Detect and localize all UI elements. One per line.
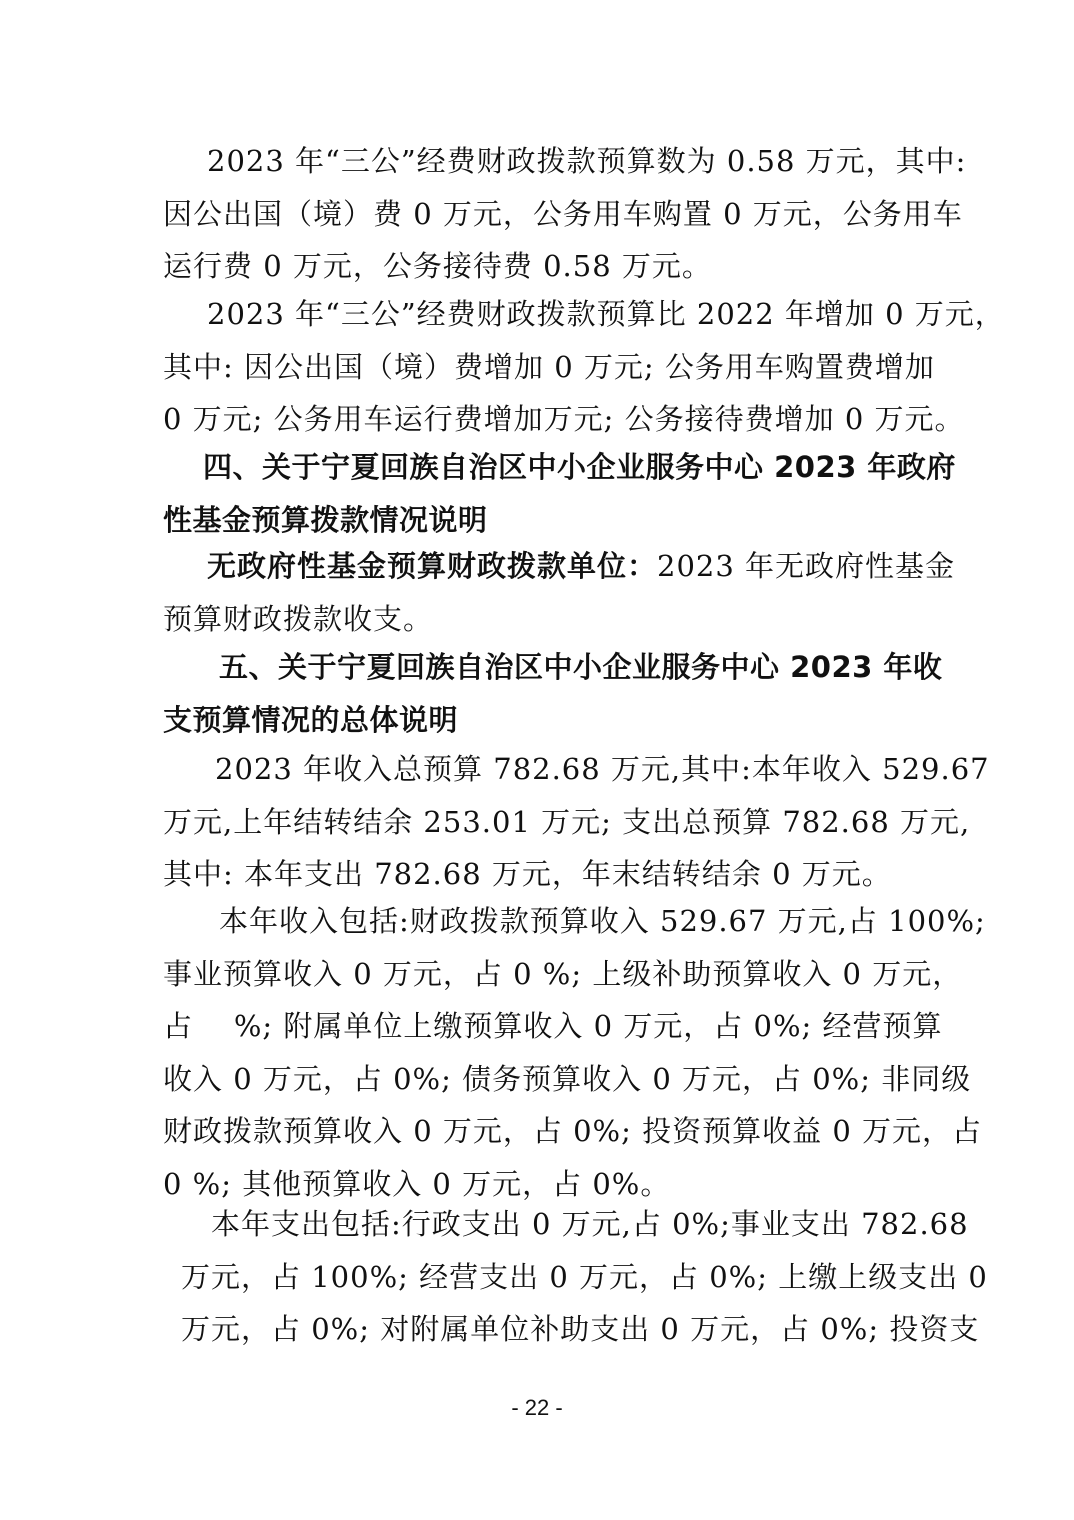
text-line: 万元，占 100%; 经营支出 0 万元，占 0%; 上缴上级支出 0 — [181, 1259, 988, 1294]
paragraph-government-fund — [163, 540, 956, 645]
page-number: - 22 - — [511, 1395, 563, 1420]
text-line: 2023 年“三公”经费财政拨款预算数为 0.58 万元，其中: — [207, 144, 967, 178]
heading-line: 性基金预算拨款情况说明 — [163, 502, 488, 537]
text-line: 因公出国（境）费 0 万元，公务用车购置 0 万元，公务用车 — [163, 196, 963, 231]
text-line — [163, 540, 956, 593]
text-line: 财政拨款预算收入 0 万元，占 0%; 投资预算收益 0 万元，占 — [163, 1114, 982, 1148]
section-heading-4 — [163, 441, 956, 546]
text-line: 0 %; 其他预算收入 0 万元，占 0%。 — [163, 1166, 671, 1201]
text-line: 其中: 因公出国（境）费增加 0 万元; 公务用车购置费增加 — [163, 349, 935, 384]
text-line: 2023 年收入总预算 782.68 万元,其中:本年收入 529.67 — [215, 752, 990, 786]
text-line: 运行费 0 万元，公务接待费 0.58 万元。 — [163, 249, 712, 283]
heading-line: 四、关于宁夏回族自治区中小企业服务中心 2023 年政府 — [203, 450, 956, 484]
text-line: 万元,上年结转结余 253.01 万元; 支出总预算 782.68 万元, — [163, 804, 971, 839]
text-line: 收入 0 万元，占 0%; 债务预算收入 0 万元，占 0%; 非同级 — [163, 1061, 972, 1096]
heading-line: 支预算情况的总体说明 — [163, 702, 459, 737]
heading-line: 五、关于宁夏回族自治区中小企业服务中心 2023 年收 — [219, 650, 943, 684]
text-line: 0 万元; 公务用车运行费增加万元; 公务接待费增加 0 万元。 — [163, 402, 965, 436]
text-line: 占 %; 附属单位上缴预算收入 0 万元，占 0%; 经营预算 — [163, 1009, 943, 1043]
text-line: 其中: 本年支出 782.68 万元，年末结转结余 0 万元。 — [163, 857, 892, 891]
paragraph-income-breakdown — [163, 895, 986, 1210]
paragraph-sangong-budget — [163, 135, 967, 293]
text-line: 预算财政拨款收支。 — [163, 601, 434, 636]
paragraph-sangong-change — [163, 288, 1005, 446]
text-segment: 2023 年无政府性基金 — [657, 549, 956, 583]
section-heading-5 — [163, 641, 943, 746]
text-line: 事业预算收入 0 万元，占 0 %; 上级补助预算收入 0 万元， — [163, 956, 963, 991]
bold-lead-text: 无政府性基金预算财政拨款单位： — [207, 549, 658, 583]
paragraph-expense-breakdown — [163, 1198, 988, 1356]
text-line: 2023 年“三公”经费财政拨款预算比 2022 年增加 0 万元， — [207, 297, 1005, 331]
paragraph-total-budget — [163, 743, 990, 901]
text-line: 万元，占 0%; 对附属单位补助支出 0 万元，占 0%; 投资支 — [181, 1312, 980, 1346]
text-line: 本年收入包括:财政拨款预算收入 529.67 万元,占 100%; — [219, 904, 986, 938]
text-line: 本年支出包括:行政支出 0 万元,占 0%;事业支出 782.68 — [211, 1207, 969, 1241]
